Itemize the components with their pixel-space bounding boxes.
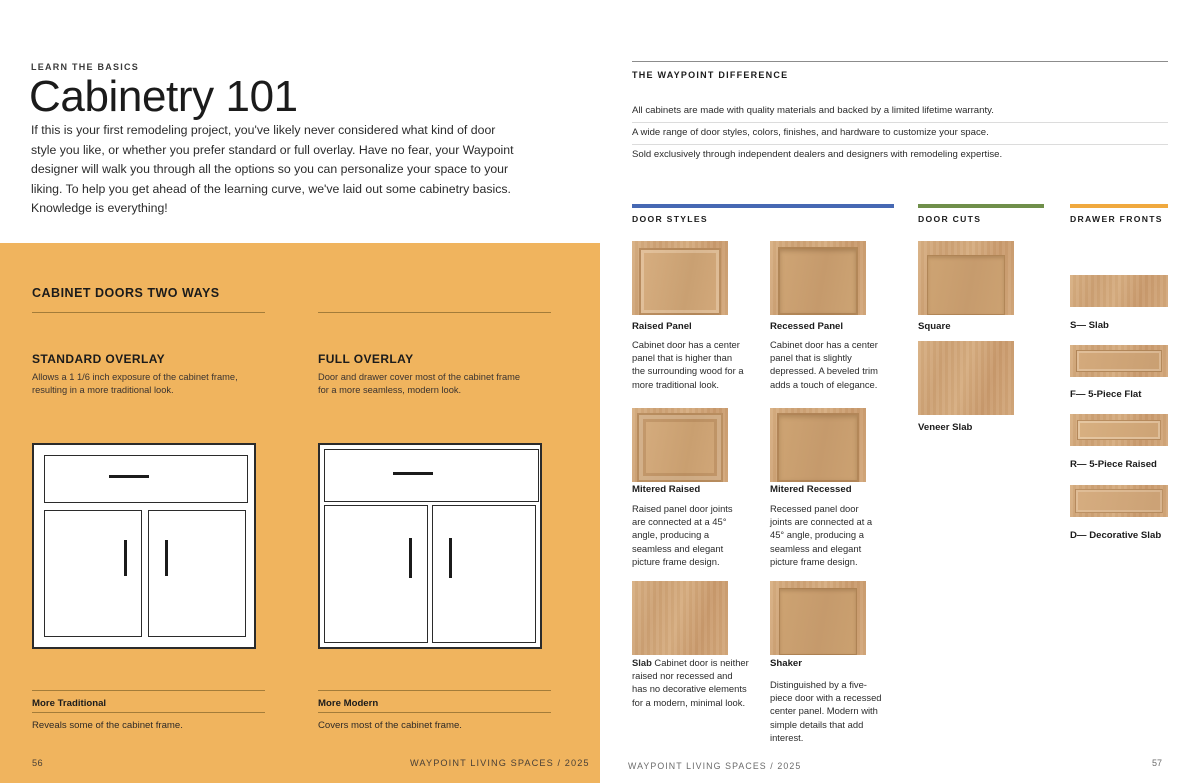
full-overlay-subtext: Door and drawer cover most of the cabinet frame for a more seamless, modern look. <box>318 372 521 395</box>
door-cuts-label: DOOR CUTS <box>918 214 982 224</box>
difference-point-2: A wide range of door styles, colors, finishes, and hardware to customize your space. <box>632 127 989 138</box>
diagram-drawer <box>44 455 248 503</box>
divider-standard <box>32 312 265 313</box>
left-page-number: 56 <box>32 758 44 768</box>
more-modern-note: Covers most of the cabinet frame. <box>318 720 462 731</box>
card-title-raised-panel: Raised Panel <box>632 321 692 332</box>
diagram-door-left <box>44 510 142 637</box>
column-standard-overlay <box>32 352 247 397</box>
cabinet-diagram-standard-overlay <box>32 443 256 649</box>
eyebrow-label: LEARN THE BASICS <box>31 62 140 72</box>
door-styles-rule <box>632 204 894 208</box>
swatch-slab <box>632 581 728 655</box>
door-pull-icon <box>449 538 452 578</box>
more-traditional-note: Reveals some of the cabinet frame. <box>32 720 183 731</box>
card-body-recessed-panel: Cabinet door has a center panel that is slightly depressed. A beveled trim adds a touch of elegance. <box>770 339 878 390</box>
door-pull-icon <box>409 538 412 578</box>
divider-more-traditional-bottom <box>32 712 265 713</box>
difference-point-3: Sold exclusively through independent dealers and designers with remodeling expertise. <box>632 149 1003 160</box>
standard-overlay-heading: STANDARD OVERLAY <box>32 352 166 366</box>
top-divider <box>632 61 1168 62</box>
left-page-footer: WAYPOINT LIVING SPACES / 2025 <box>410 758 590 768</box>
swatch-recessed-panel <box>770 241 866 315</box>
card-title-veneer-slab: Veneer Slab <box>918 422 973 433</box>
divider-more-traditional-top <box>32 690 265 691</box>
divider-full <box>318 312 551 313</box>
card-title-mitered-raised: Mitered Raised <box>632 484 701 495</box>
card-title-shaker: Shaker <box>770 658 802 669</box>
swatch-veneer-slab <box>918 341 1014 415</box>
card-title-drawer-5piece-raised: R— 5-Piece Raised <box>1070 459 1157 470</box>
diagram-door-right <box>148 510 246 637</box>
drawer-pull-icon <box>109 475 149 478</box>
swatch-drawer-decorative-slab <box>1070 485 1168 517</box>
door-pull-icon <box>165 540 168 576</box>
drawer-pull-icon <box>393 472 433 475</box>
swatch-drawer-5piece-raised <box>1070 414 1168 446</box>
card-title-square: Square <box>918 321 951 332</box>
standard-overlay-subtext: Allows a 1 1/6 inch exposure of the cabinet frame, resulting in a more traditional look. <box>32 372 238 395</box>
diagram-door-left <box>324 505 428 643</box>
card-body-mitered-recessed: Recessed panel door joints are connected at a 45° angle, producing a seamless and elegant picture frame design. <box>770 503 873 567</box>
swatch-drawer-5piece-flat <box>1070 345 1168 377</box>
card-body-raised-panel: Cabinet door has a center panel that is higher than the surrounding wood for a more traditional look. <box>632 339 744 390</box>
difference-divider-1 <box>632 122 1168 123</box>
door-pull-icon <box>124 540 127 576</box>
more-modern-label: More Modern <box>318 698 379 709</box>
diagram-drawer <box>324 449 539 502</box>
difference-point-1: All cabinets are made with quality materials and backed by a limited lifetime warranty. <box>632 105 994 116</box>
drawer-fronts-label: DRAWER FRONTS <box>1070 214 1163 224</box>
section-title-cabinet-doors: CABINET DOORS TWO WAYS <box>32 286 220 300</box>
card-title-drawer-5piece-flat: F— 5-Piece Flat <box>1070 389 1142 400</box>
door-cuts-rule <box>918 204 1044 208</box>
full-overlay-heading: FULL OVERLAY <box>318 352 414 366</box>
swatch-shaker <box>770 581 866 655</box>
card-body-mitered-raised: Raised panel door joints are connected at a 45° angle, producing a seamless and elegant picture frame design. <box>632 503 733 567</box>
waypoint-difference-heading: THE WAYPOINT DIFFERENCE <box>632 70 789 80</box>
card-title-drawer-decorative-slab: D— Decorative Slab <box>1070 530 1162 541</box>
page-title: Cabinetry 101 <box>29 72 298 121</box>
swatch-drawer-slab <box>1070 275 1168 307</box>
card-body-shaker: Distinguished by a five-piece door with a recessed center panel. Modern with simple details that add interest. <box>770 679 882 743</box>
card-title-slab: Slab <box>632 657 652 668</box>
swatch-mitered-raised <box>632 408 728 482</box>
card-title-recessed-panel: Recessed Panel <box>770 321 844 332</box>
intro-paragraph: If this is your first remodeling project, you've likely never considered what kind of door style you like, or whether you prefer standard or full overlay. Have no fear, your Waypoint designer will walk you through all the options so you can personalize your space to your liking. To help you get ahead of the learning curve, we've laid out some cabinetry basics. Knowledge is everything! <box>31 123 514 216</box>
difference-divider-2 <box>632 144 1168 145</box>
card-body-slab <box>632 656 750 709</box>
drawer-fronts-rule <box>1070 204 1168 208</box>
swatch-square-cut <box>918 241 1014 315</box>
swatch-raised-panel <box>632 241 728 315</box>
divider-more-modern-bottom <box>318 712 551 713</box>
card-body-slab-text: Cabinet door is neither raised nor recessed and has no decorative elements for a modern, minimal look. <box>632 657 749 708</box>
door-styles-label: DOOR STYLES <box>632 214 708 224</box>
more-traditional-label: More Traditional <box>32 698 107 709</box>
right-page-number: 57 <box>1152 758 1163 768</box>
card-title-drawer-slab: S— Slab <box>1070 320 1109 331</box>
right-page-footer: WAYPOINT LIVING SPACES / 2025 <box>628 761 802 771</box>
swatch-mitered-recessed <box>770 408 866 482</box>
right-page <box>600 0 1200 783</box>
diagram-door-right <box>432 505 536 643</box>
cabinet-diagram-full-overlay <box>318 443 542 649</box>
divider-more-modern-top <box>318 690 551 691</box>
column-full-overlay <box>318 352 533 397</box>
card-title-mitered-recessed: Mitered Recessed <box>770 484 852 495</box>
